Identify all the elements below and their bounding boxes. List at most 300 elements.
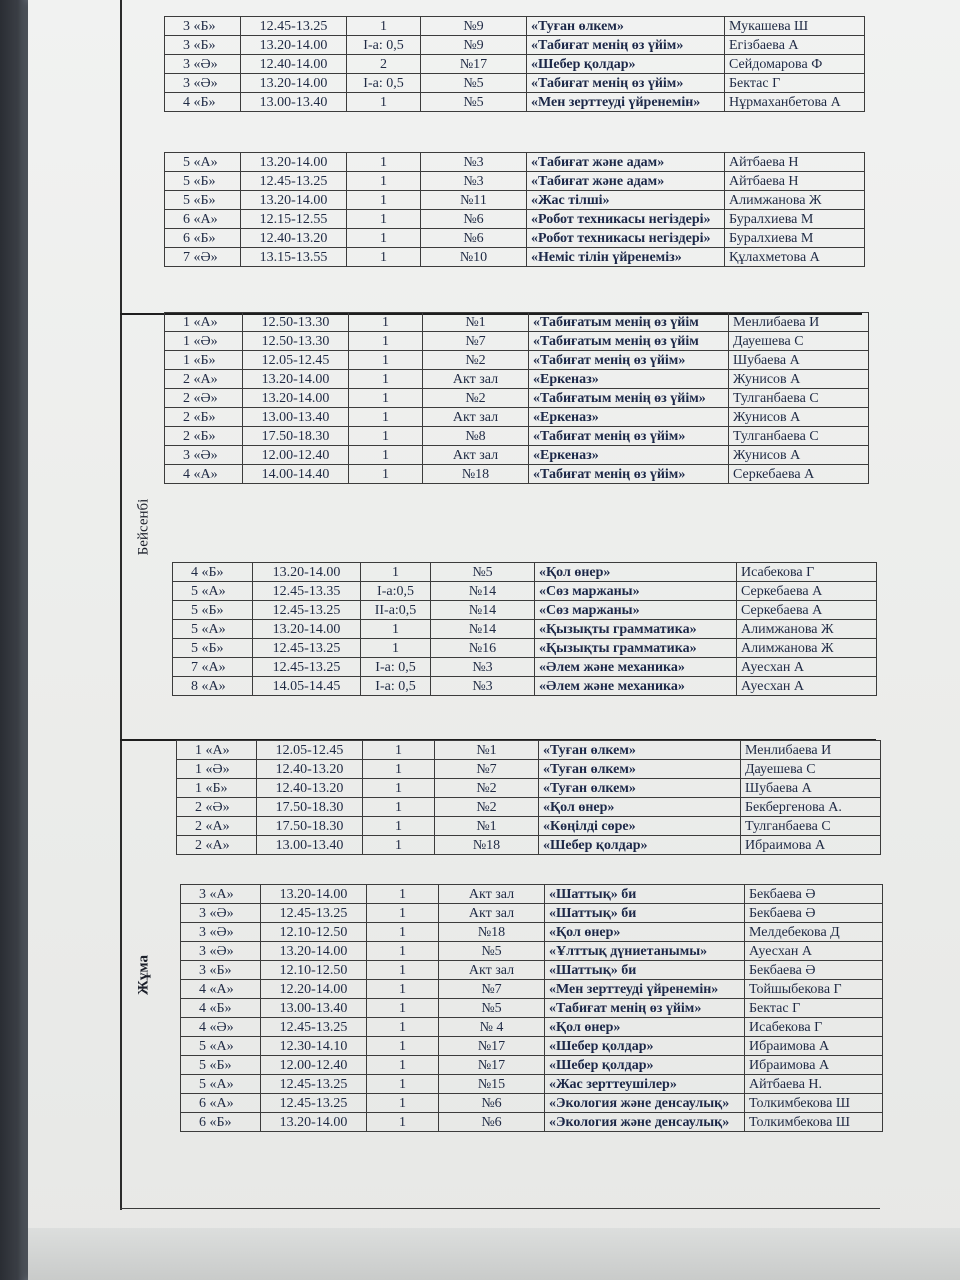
topic-cell: «Табиғатым менің өз үйім [529, 313, 729, 332]
time-cell: 12.05-12.45 [257, 741, 363, 760]
time-cell: 13.20-14.00 [243, 389, 349, 408]
class-cell: 8 «А» [173, 677, 253, 696]
table-row [181, 885, 883, 904]
class-cell: 4 «Б» [165, 93, 241, 112]
class-cell: 5 «Б» [165, 191, 241, 210]
topic-cell: «Туған өлкем» [527, 17, 725, 36]
topic-cell: «Сөз маржаны» [535, 601, 737, 620]
table-row [165, 55, 865, 74]
class-cell: 2 «Ә» [177, 798, 257, 817]
hours-cell: 1 [347, 210, 421, 229]
teacher-cell: Шубаева А [741, 779, 881, 798]
time-cell: 13.20-14.00 [261, 1113, 367, 1132]
class-cell: 2 «А» [177, 836, 257, 855]
teacher-cell: Серкебаева А [737, 582, 877, 601]
room-cell: №10 [421, 248, 527, 267]
room-cell: №2 [423, 389, 529, 408]
table-row [165, 332, 869, 351]
time-cell: 12.50-13.30 [243, 332, 349, 351]
table-row [181, 904, 883, 923]
teacher-cell: Менлибаева И [741, 741, 881, 760]
class-cell: 4 «Б» [173, 563, 253, 582]
topic-cell: «Мен зерттеуді үйренемін» [545, 980, 745, 999]
table-row [181, 1037, 883, 1056]
room-cell: №16 [431, 639, 535, 658]
class-cell: 1 «А» [165, 313, 243, 332]
hours-cell: 1 [367, 885, 439, 904]
teacher-cell: Құлахметова А [725, 248, 865, 267]
class-cell: 3 «А» [181, 885, 261, 904]
teacher-cell: Толкимбекова Ш [745, 1094, 883, 1113]
block2-body [165, 153, 865, 267]
teacher-cell: Алимжанова Ж [725, 191, 865, 210]
hours-cell: 1 [367, 1056, 439, 1075]
hours-cell: 1 [367, 1075, 439, 1094]
table-row [165, 74, 865, 93]
time-cell: 13.20-14.00 [253, 563, 361, 582]
topic-cell: «Табиғатым менің өз үйім» [529, 389, 729, 408]
class-cell: 2 «А» [177, 817, 257, 836]
topic-cell: «Табиғат менің өз үйім» [527, 36, 725, 55]
table-row [181, 980, 883, 999]
time-cell: 14.00-14.40 [243, 465, 349, 484]
room-cell: №6 [439, 1094, 545, 1113]
time-cell: 13.20-14.00 [243, 370, 349, 389]
class-cell: 1 «Б» [177, 779, 257, 798]
topic-cell: «Қызықты грамматика» [535, 620, 737, 639]
teacher-cell: Тулганбаева С [729, 389, 869, 408]
topic-cell: «Табиғат менің өз үйім» [527, 74, 725, 93]
class-cell: 5 «А» [181, 1075, 261, 1094]
topic-cell: «Неміс тілін үйренеміз» [527, 248, 725, 267]
topic-cell: «Шаттық» би [545, 885, 745, 904]
time-cell: 13.20-14.00 [241, 153, 347, 172]
block1-body [165, 17, 865, 112]
hours-cell: 1 [349, 313, 423, 332]
time-cell: 12.45-13.25 [253, 658, 361, 677]
room-cell: №5 [431, 563, 535, 582]
table-row [177, 798, 881, 817]
hours-cell: 1 [347, 191, 421, 210]
table-row [165, 389, 869, 408]
hours-cell: 1 [367, 980, 439, 999]
table-row [181, 923, 883, 942]
teacher-cell: Алимжанова Ж [737, 620, 877, 639]
time-cell: 13.20-14.00 [261, 885, 367, 904]
topic-cell: «Ұлттық дүниетанымы» [545, 942, 745, 961]
hours-cell: 1 [367, 1018, 439, 1037]
teacher-cell: Алимжанова Ж [737, 639, 877, 658]
teacher-cell: Мелдебекова Д [745, 923, 883, 942]
hours-cell: 2 [347, 55, 421, 74]
class-cell: 6 «Б» [181, 1113, 261, 1132]
room-cell: №18 [439, 923, 545, 942]
teacher-cell: Тойшыбекова Г [745, 980, 883, 999]
room-cell: №18 [435, 836, 539, 855]
hours-cell: 1 [367, 1113, 439, 1132]
time-cell: 12.15-12.55 [241, 210, 347, 229]
schedule-table-block4 [172, 562, 877, 696]
hours-cell: 1 [363, 836, 435, 855]
time-cell: 14.05-14.45 [253, 677, 361, 696]
hours-cell: 1 [363, 779, 435, 798]
time-cell: 13.20-14.00 [253, 620, 361, 639]
class-cell: 4 «Ә» [181, 1018, 261, 1037]
topic-cell: «Табиғат менің өз үйім» [529, 427, 729, 446]
class-cell: 7 «А» [173, 658, 253, 677]
table-row [165, 172, 865, 191]
table-row [173, 658, 877, 677]
room-cell: №14 [431, 601, 535, 620]
hours-cell: 1 [363, 817, 435, 836]
table-row [165, 408, 869, 427]
topic-cell: «Шаттық» би [545, 961, 745, 980]
teacher-cell: Тулганбаева С [729, 427, 869, 446]
table-row [181, 1113, 883, 1132]
day-label-friday: Жұма [135, 955, 152, 995]
hours-cell: 1 [349, 465, 423, 484]
room-cell: №2 [435, 779, 539, 798]
table-row [165, 370, 869, 389]
block6-body [181, 885, 883, 1132]
time-cell: 13.20-14.00 [261, 942, 367, 961]
class-cell: 7 «Ә» [165, 248, 241, 267]
teacher-cell: Ибраимова А [745, 1037, 883, 1056]
hours-cell: І-а:0,5 [361, 582, 431, 601]
time-cell: 13.15-13.55 [241, 248, 347, 267]
time-cell: 12.40-13.20 [257, 779, 363, 798]
class-cell: 3 «Ә» [181, 904, 261, 923]
hours-cell: 1 [361, 620, 431, 639]
room-cell: Акт зал [439, 904, 545, 923]
teacher-cell: Шубаева А [729, 351, 869, 370]
hours-cell: 1 [367, 1094, 439, 1113]
topic-cell: «Табиғат және адам» [527, 153, 725, 172]
table-row [165, 17, 865, 36]
room-cell: №9 [421, 17, 527, 36]
table-row [173, 582, 877, 601]
topic-cell: «Экология және денсаулық» [545, 1094, 745, 1113]
teacher-cell: Менлибаева И [729, 313, 869, 332]
room-cell: №1 [435, 741, 539, 760]
time-cell: 12.45-13.25 [261, 1094, 367, 1113]
time-cell: 12.00-12.40 [261, 1056, 367, 1075]
topic-cell: «Еркеназ» [529, 446, 729, 465]
schedule-table-block3 [164, 312, 869, 484]
room-cell: №14 [431, 620, 535, 639]
table-row [165, 446, 869, 465]
class-cell: 5 «Б» [181, 1056, 261, 1075]
hours-cell: І-а: 0,5 [361, 677, 431, 696]
teacher-cell: Бекбаева Ә [745, 904, 883, 923]
topic-cell: «Әлем және механика» [535, 658, 737, 677]
topic-cell: «Қол өнер» [545, 923, 745, 942]
teacher-cell: Буралхиева М [725, 229, 865, 248]
table-row [173, 620, 877, 639]
table-row [165, 248, 865, 267]
time-cell: 12.40-13.20 [257, 760, 363, 779]
class-cell: 4 «А» [181, 980, 261, 999]
time-cell: 12.45-13.25 [261, 1018, 367, 1037]
room-cell: №1 [423, 313, 529, 332]
topic-cell: «Қол өнер» [539, 798, 741, 817]
schedule-table-block1 [164, 16, 865, 112]
teacher-cell: Нұрмаханбетова А [725, 93, 865, 112]
teacher-cell: Ибраимова А [745, 1056, 883, 1075]
teacher-cell: Жунисов А [729, 408, 869, 427]
room-cell: Акт зал [423, 408, 529, 427]
teacher-cell: Айтбаева Н. [745, 1075, 883, 1094]
sheet-bottom-line [120, 1208, 880, 1209]
class-cell: 4 «Б» [181, 999, 261, 1018]
hours-cell: 1 [349, 332, 423, 351]
teacher-cell: Исабекова Г [737, 563, 877, 582]
topic-cell: «Еркеназ» [529, 408, 729, 427]
topic-cell: «Табиғат менің өз үйім» [529, 465, 729, 484]
room-cell: №3 [431, 677, 535, 696]
room-cell: №7 [423, 332, 529, 351]
topic-cell: «Шебер қолдар» [539, 836, 741, 855]
topic-cell: «Экология және денсаулық» [545, 1113, 745, 1132]
teacher-cell: Бектас Г [745, 999, 883, 1018]
class-cell: 3 «Ә» [165, 74, 241, 93]
class-cell: 3 «Б» [165, 17, 241, 36]
class-cell: 4 «А» [165, 465, 243, 484]
table-row [177, 817, 881, 836]
table-row [177, 779, 881, 798]
room-cell: №8 [423, 427, 529, 446]
teacher-cell: Серкебаева А [729, 465, 869, 484]
teacher-cell: Айтбаева Н [725, 153, 865, 172]
class-cell: 6 «А» [181, 1094, 261, 1113]
teacher-cell: Дауешева С [729, 332, 869, 351]
topic-cell: «Шебер қолдар» [545, 1056, 745, 1075]
topic-cell: «Туған өлкем» [539, 779, 741, 798]
time-cell: 12.10-12.50 [261, 961, 367, 980]
time-cell: 12.45-13.25 [253, 601, 361, 620]
class-cell: 2 «Ә» [165, 389, 243, 408]
time-cell: 12.30-14.10 [261, 1037, 367, 1056]
table-row [165, 36, 865, 55]
time-cell: 13.20-14.00 [241, 191, 347, 210]
class-cell: 3 «Ә» [181, 923, 261, 942]
class-cell: 6 «А» [165, 210, 241, 229]
table-row [165, 313, 869, 332]
topic-cell: «Жас тілші» [527, 191, 725, 210]
table-row [173, 639, 877, 658]
time-cell: 12.05-12.45 [243, 351, 349, 370]
topic-cell: «Сөз маржаны» [535, 582, 737, 601]
hours-cell: 1 [347, 172, 421, 191]
room-cell: №6 [439, 1113, 545, 1132]
time-cell: 12.45-13.35 [253, 582, 361, 601]
class-cell: 5 «Б» [173, 601, 253, 620]
table-row [177, 741, 881, 760]
teacher-cell: Ауесхан А [737, 658, 877, 677]
hours-cell: 1 [349, 427, 423, 446]
time-cell: 13.00-13.40 [257, 836, 363, 855]
time-cell: 13.00-13.40 [241, 93, 347, 112]
time-cell: 12.45-13.25 [241, 17, 347, 36]
table-row [181, 942, 883, 961]
hours-cell: 1 [367, 942, 439, 961]
room-cell: №5 [421, 93, 527, 112]
table-row [165, 229, 865, 248]
teacher-cell: Ауесхан А [737, 677, 877, 696]
table-row [165, 465, 869, 484]
schedule-table-block6 [180, 884, 883, 1132]
room-cell: Акт зал [423, 370, 529, 389]
day-column-wednesday [120, 314, 166, 740]
topic-cell: «Табиғат және адам» [527, 172, 725, 191]
class-cell: 3 «Б» [165, 36, 241, 55]
room-cell: № 4 [439, 1018, 545, 1037]
class-cell: 5 «А» [165, 153, 241, 172]
room-cell: Акт зал [439, 885, 545, 904]
time-cell: 13.20-14.00 [241, 36, 347, 55]
teacher-cell: Тулганбаева С [741, 817, 881, 836]
hours-cell: І-а: 0,5 [347, 74, 421, 93]
room-cell: №3 [421, 172, 527, 191]
hours-cell: 1 [361, 639, 431, 658]
room-cell: №6 [421, 229, 527, 248]
hours-cell: 1 [347, 248, 421, 267]
hours-cell: 1 [349, 446, 423, 465]
hours-cell: І-а: 0,5 [361, 658, 431, 677]
room-cell: №15 [439, 1075, 545, 1094]
topic-cell: «Табиғат менің өз үйім» [529, 351, 729, 370]
table-row [181, 1075, 883, 1094]
room-cell: №9 [421, 36, 527, 55]
class-cell: 3 «Б» [181, 961, 261, 980]
class-cell: 1 «Ә» [165, 332, 243, 351]
table-row [181, 1018, 883, 1037]
time-cell: 17.50-18.30 [257, 817, 363, 836]
teacher-cell: Толкимбекова Ш [745, 1113, 883, 1132]
table-row [181, 1094, 883, 1113]
schedule-table-block5 [176, 740, 881, 855]
time-cell: 13.20-14.00 [241, 74, 347, 93]
topic-cell: «Мен зерттеуді үйренемін» [527, 93, 725, 112]
class-cell: 1 «Ә» [177, 760, 257, 779]
teacher-cell: Ауесхан А [745, 942, 883, 961]
hours-cell: 1 [349, 408, 423, 427]
topic-cell: «Көңілді сөре» [539, 817, 741, 836]
hours-cell: 1 [349, 351, 423, 370]
day-column-friday [120, 740, 166, 1210]
time-cell: 12.45-13.25 [261, 904, 367, 923]
room-cell: №5 [439, 942, 545, 961]
topic-cell: «Туған өлкем» [539, 741, 741, 760]
table-row [165, 191, 865, 210]
room-cell: №11 [421, 191, 527, 210]
topic-cell: «Шаттық» би [545, 904, 745, 923]
hours-cell: 1 [367, 904, 439, 923]
room-cell: №7 [435, 760, 539, 779]
topic-cell: «Қызықты грамматика» [535, 639, 737, 658]
room-cell: №6 [421, 210, 527, 229]
time-cell: 12.45-13.25 [241, 172, 347, 191]
teacher-cell: Сейдомарова Ф [725, 55, 865, 74]
topic-cell: «Еркеназ» [529, 370, 729, 389]
topic-cell: «Робот техникасы негіздері» [527, 210, 725, 229]
class-cell: 5 «А» [173, 620, 253, 639]
teacher-cell: Бекбергенова А. [741, 798, 881, 817]
schedule-table-block2 [164, 152, 865, 267]
hours-cell: 1 [363, 798, 435, 817]
table-row [173, 601, 877, 620]
teacher-cell: Бектас Г [725, 74, 865, 93]
room-cell: №3 [421, 153, 527, 172]
hours-cell: ІІ-а:0,5 [361, 601, 431, 620]
desk-surface [28, 1228, 960, 1280]
hours-cell: 1 [347, 229, 421, 248]
hours-cell: 1 [347, 93, 421, 112]
teacher-cell: Мукашева Ш [725, 17, 865, 36]
time-cell: 13.00-13.40 [261, 999, 367, 1018]
table-row [177, 760, 881, 779]
table-row [165, 351, 869, 370]
time-cell: 12.45-13.25 [253, 639, 361, 658]
hours-cell: 1 [367, 1037, 439, 1056]
hours-cell: І-а: 0,5 [347, 36, 421, 55]
time-cell: 12.20-14.00 [261, 980, 367, 999]
time-cell: 12.40-13.20 [241, 229, 347, 248]
time-cell: 12.10-12.50 [261, 923, 367, 942]
class-cell: 3 «Ә» [165, 55, 241, 74]
room-cell: №3 [431, 658, 535, 677]
teacher-cell: Бекбаева Ә [745, 885, 883, 904]
block5-body [177, 741, 881, 855]
table-row [181, 961, 883, 980]
class-cell: 3 «Ә» [181, 942, 261, 961]
topic-cell: «Шебер қолдар» [545, 1037, 745, 1056]
hours-cell: 1 [349, 389, 423, 408]
room-cell: №5 [421, 74, 527, 93]
topic-cell: «Жас зерттеушілер» [545, 1075, 745, 1094]
topic-cell: «Шебер қолдар» [527, 55, 725, 74]
topic-cell: «Табиғатым менің өз үйім [529, 332, 729, 351]
hours-cell: 1 [363, 741, 435, 760]
time-cell: 13.00-13.40 [243, 408, 349, 427]
topic-cell: «Әлем және механика» [535, 677, 737, 696]
hours-cell: 1 [361, 563, 431, 582]
table-row [181, 1056, 883, 1075]
class-cell: 5 «А» [173, 582, 253, 601]
hours-cell: 1 [367, 961, 439, 980]
block3-body [165, 313, 869, 484]
teacher-cell: Ибраимова А [741, 836, 881, 855]
time-cell: 12.40-14.00 [241, 55, 347, 74]
time-cell: 17.50-18.30 [243, 427, 349, 446]
table-row [181, 999, 883, 1018]
room-cell: №2 [435, 798, 539, 817]
hours-cell: 1 [347, 153, 421, 172]
table-row [165, 210, 865, 229]
room-cell: №2 [423, 351, 529, 370]
class-cell: 2 «Б» [165, 427, 243, 446]
class-cell: 6 «Б» [165, 229, 241, 248]
hours-cell: 1 [347, 17, 421, 36]
class-cell: 3 «Ә» [165, 446, 243, 465]
topic-cell: «Қол өнер» [545, 1018, 745, 1037]
class-cell: 1 «А» [177, 741, 257, 760]
room-cell: №17 [439, 1037, 545, 1056]
topic-cell: «Табиғат менің өз үйім» [545, 999, 745, 1018]
table-row [173, 677, 877, 696]
room-cell: Акт зал [439, 961, 545, 980]
teacher-cell: Жунисов А [729, 446, 869, 465]
